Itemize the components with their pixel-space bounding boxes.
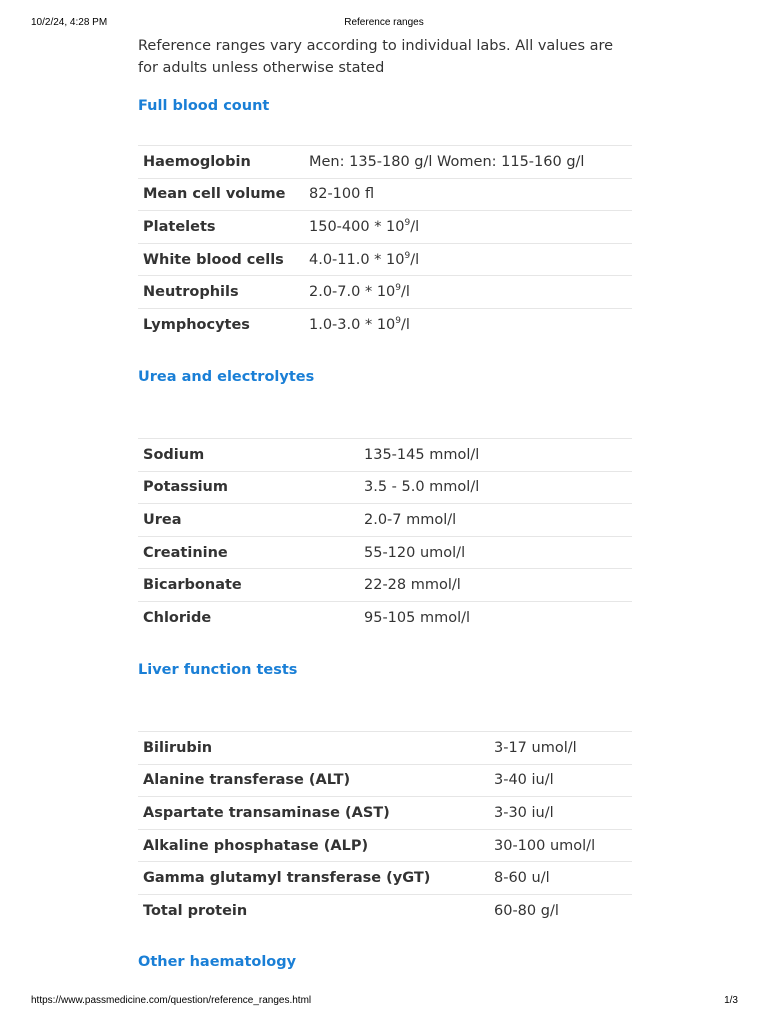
- test-name: Aspartate transaminase (AST): [138, 797, 489, 830]
- test-value: Men: 135-180 g/l Women: 115-160 g/l: [304, 146, 632, 179]
- test-name: White blood cells: [138, 243, 304, 276]
- print-page-number: 1/3: [724, 995, 738, 1006]
- print-footer: [0, 995, 768, 1007]
- test-name: Creatinine: [138, 536, 359, 569]
- test-name: Platelets: [138, 211, 304, 244]
- test-name: Neutrophils: [138, 276, 304, 309]
- test-value: $1.0-3.0 * 10^9/l$: [304, 308, 632, 340]
- print-url: https://www.passmedicine.com/question/reference_ranges.html: [31, 995, 312, 1006]
- test-value: 135-145 mmol/l: [359, 439, 632, 472]
- test-value: 55-120 umol/l: [359, 536, 632, 569]
- test-value: 3-17 umol/l: [489, 732, 632, 765]
- table-row: [138, 862, 632, 895]
- table-row: [138, 601, 632, 633]
- print-datetime: 10/2/24, 4:28 PM: [31, 17, 108, 28]
- table-row: [138, 536, 632, 569]
- test-name: Alkaline phosphatase (ALP): [138, 829, 489, 862]
- table-row: [138, 471, 632, 504]
- section-title-full-blood-count: Full blood count: [138, 98, 270, 114]
- table-row: [138, 243, 632, 276]
- section-title-liver-function-tests: Liver function tests: [138, 662, 298, 678]
- test-name: Mean cell volume: [138, 178, 304, 211]
- test-name: Chloride: [138, 601, 359, 633]
- table-row: [138, 764, 632, 797]
- table-row: [138, 504, 632, 537]
- print-page-title: Reference ranges: [344, 17, 424, 28]
- test-name: Bilirubin: [138, 732, 489, 765]
- test-name: Potassium: [138, 471, 359, 504]
- test-name: Sodium: [138, 439, 359, 472]
- section-title-other-haematology: Other haematology: [138, 954, 297, 970]
- test-value: 22-28 mmol/l: [359, 569, 632, 602]
- urea-electrolytes-table: [138, 438, 632, 634]
- test-name: Alanine transferase (ALT): [138, 764, 489, 797]
- full-blood-count-table: [138, 145, 632, 341]
- test-value: 3-40 iu/l: [489, 764, 632, 797]
- table-row: [138, 308, 632, 340]
- table-row: [138, 178, 632, 211]
- table-row: [138, 797, 632, 830]
- print-header: [0, 17, 768, 29]
- test-value: $150-400 * 10^9/l$: [304, 211, 632, 244]
- test-value: 30-100 umol/l: [489, 829, 632, 862]
- test-value: 82-100 fl: [304, 178, 632, 211]
- test-value: 3-30 iu/l: [489, 797, 632, 830]
- liver-function-table: [138, 731, 632, 927]
- table-row: [138, 439, 632, 472]
- test-value: 60-80 g/l: [489, 894, 632, 926]
- test-value: 8-60 u/l: [489, 862, 632, 895]
- test-value: 3.5 - 5.0 mmol/l: [359, 471, 632, 504]
- test-name: Bicarbonate: [138, 569, 359, 602]
- test-value: 95-105 mmol/l: [359, 601, 632, 633]
- intro-text: Reference ranges vary according to individual labs. All values are for adults unless otherwise stated: [138, 38, 614, 76]
- test-value: $2.0-7.0 * 10^9/l$: [304, 276, 632, 309]
- test-name: Total protein: [138, 894, 489, 926]
- page-content: [138, 35, 632, 79]
- test-name: Urea: [138, 504, 359, 537]
- test-name: Lymphocytes: [138, 308, 304, 340]
- table-row: [138, 211, 632, 244]
- test-name: Gamma glutamyl transferase (yGT): [138, 862, 489, 895]
- table-row: [138, 894, 632, 926]
- table-row: [138, 276, 632, 309]
- table-row: [138, 732, 632, 765]
- test-value: 2.0-7 mmol/l: [359, 504, 632, 537]
- table-row: [138, 829, 632, 862]
- table-row: [138, 146, 632, 179]
- table-row: [138, 569, 632, 602]
- test-value: $4.0-11.0 * 10^9/l$: [304, 243, 632, 276]
- test-name: Haemoglobin: [138, 146, 304, 179]
- section-title-urea-electrolytes: Urea and electrolytes: [138, 369, 315, 385]
